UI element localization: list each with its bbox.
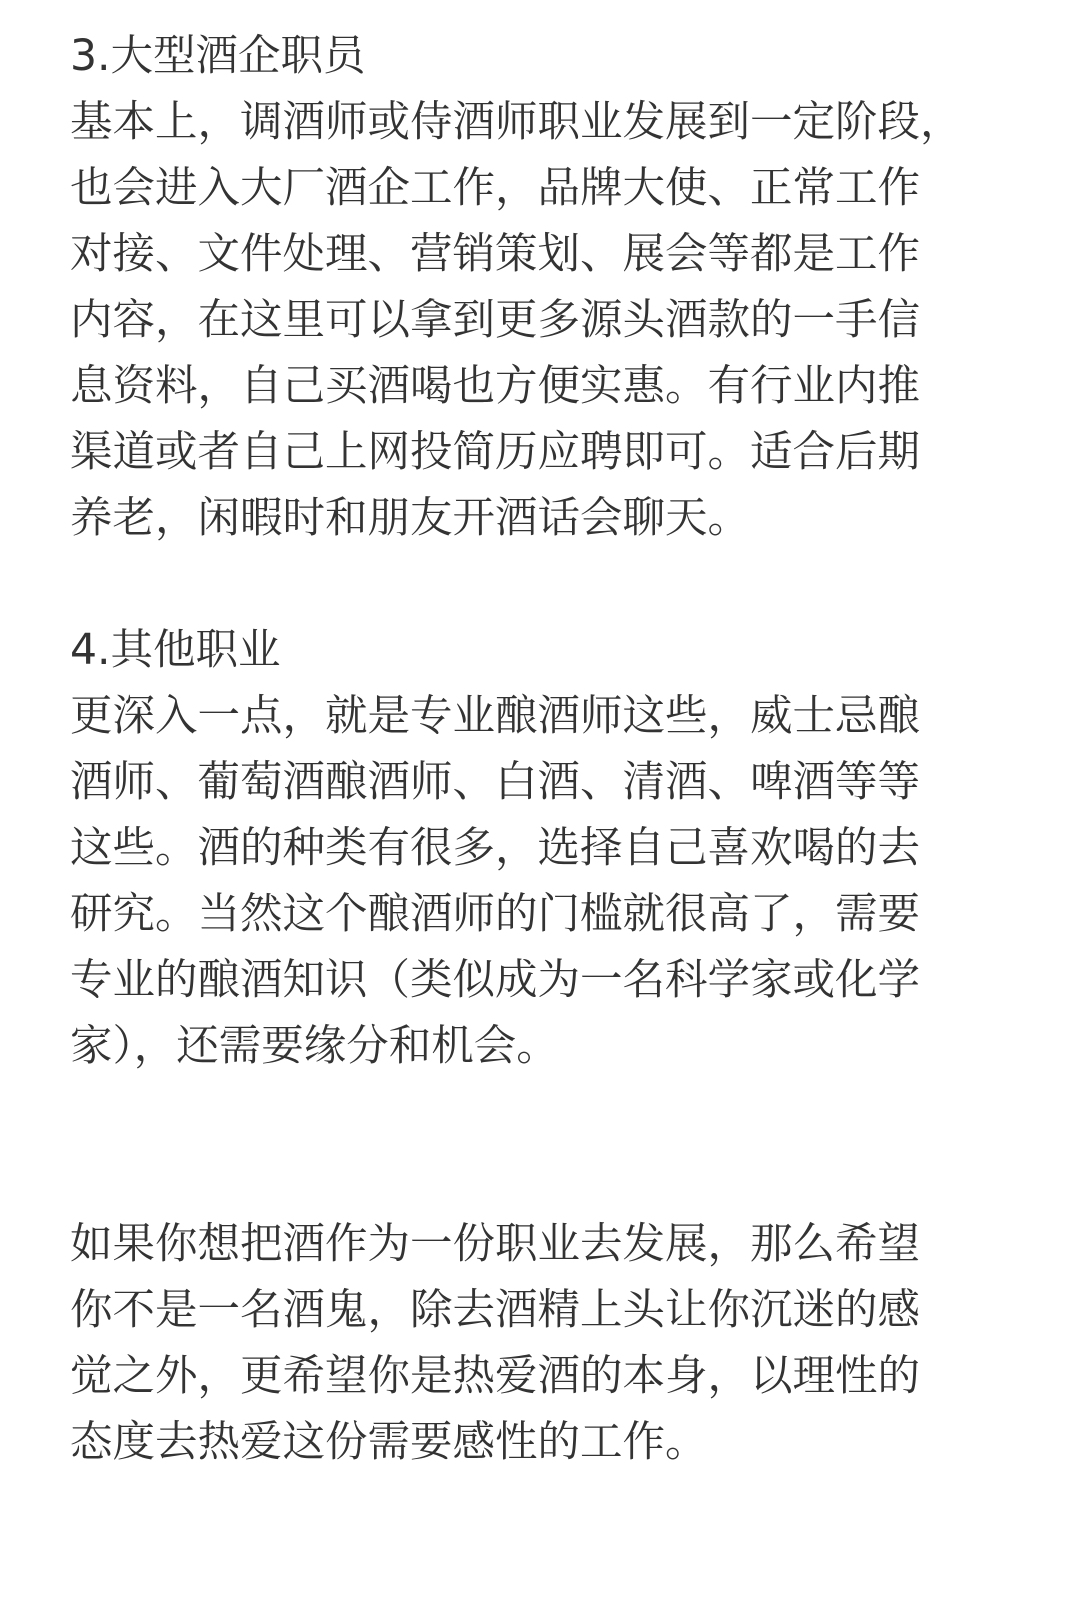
paragraph-line: 内容，在这里可以拿到更多源头酒款的一手信: [70, 296, 921, 345]
closing-paragraph: [70, 1212, 1015, 1476]
spacer: [70, 1080, 1015, 1212]
paragraph-line: 如果你想把酒作为一份职业去发展，那么希望: [70, 1220, 921, 1269]
paragraph-line: 养老，闲暇时和朋友开酒话会聊天。: [70, 494, 751, 543]
section-large-liquor-company: [70, 24, 1015, 552]
section-other-careers: [70, 618, 1015, 1080]
paragraph-line: 更深入一点，就是专业酿酒师这些，威士忌酿: [70, 692, 921, 741]
paragraph-line: 专业的酿酒知识（类似成为一名科学家或化学: [70, 956, 921, 1005]
paragraph-line: 研究。当然这个酿酒师的门槛就很高了，需要: [70, 890, 921, 939]
paragraph-line: 渠道或者自己上网投简历应聘即可。适合后期: [70, 428, 921, 477]
paragraph-line: 酒师、葡萄酒酿酒师、白酒、清酒、啤酒等等: [70, 758, 921, 807]
paragraph-line: 家），还需要缘分和机会。: [70, 1022, 559, 1071]
paragraph-line: 态度去热爱这份需要感性的工作。: [70, 1418, 708, 1467]
section-paragraph: [70, 684, 1015, 1080]
section-heading: 4.其他职业: [70, 626, 281, 675]
paragraph-line: 对接、文件处理、营销策划、展会等都是工作: [70, 230, 921, 279]
paragraph-line: 觉之外，更希望你是热爱酒的本身，以理性的: [70, 1352, 921, 1401]
spacer: [70, 552, 1015, 618]
paragraph-line: 这些。酒的种类有很多，选择自己喜欢喝的去: [70, 824, 921, 873]
section-paragraph: [70, 1212, 1015, 1476]
article-body: [70, 24, 1015, 1476]
paragraph-line: 息资料，自己买酒喝也方便实惠。有行业内推: [70, 362, 921, 411]
section-heading: 3.大型酒企职员: [70, 32, 366, 81]
section-paragraph: [70, 90, 1015, 552]
paragraph-line: 你不是一名酒鬼，除去酒精上头让你沉迷的感: [70, 1286, 921, 1335]
paragraph-line: 基本上，调酒师或侍酒师职业发展到一定阶段，: [70, 98, 963, 147]
paragraph-line: 也会进入大厂酒企工作，品牌大使、正常工作: [70, 164, 921, 213]
